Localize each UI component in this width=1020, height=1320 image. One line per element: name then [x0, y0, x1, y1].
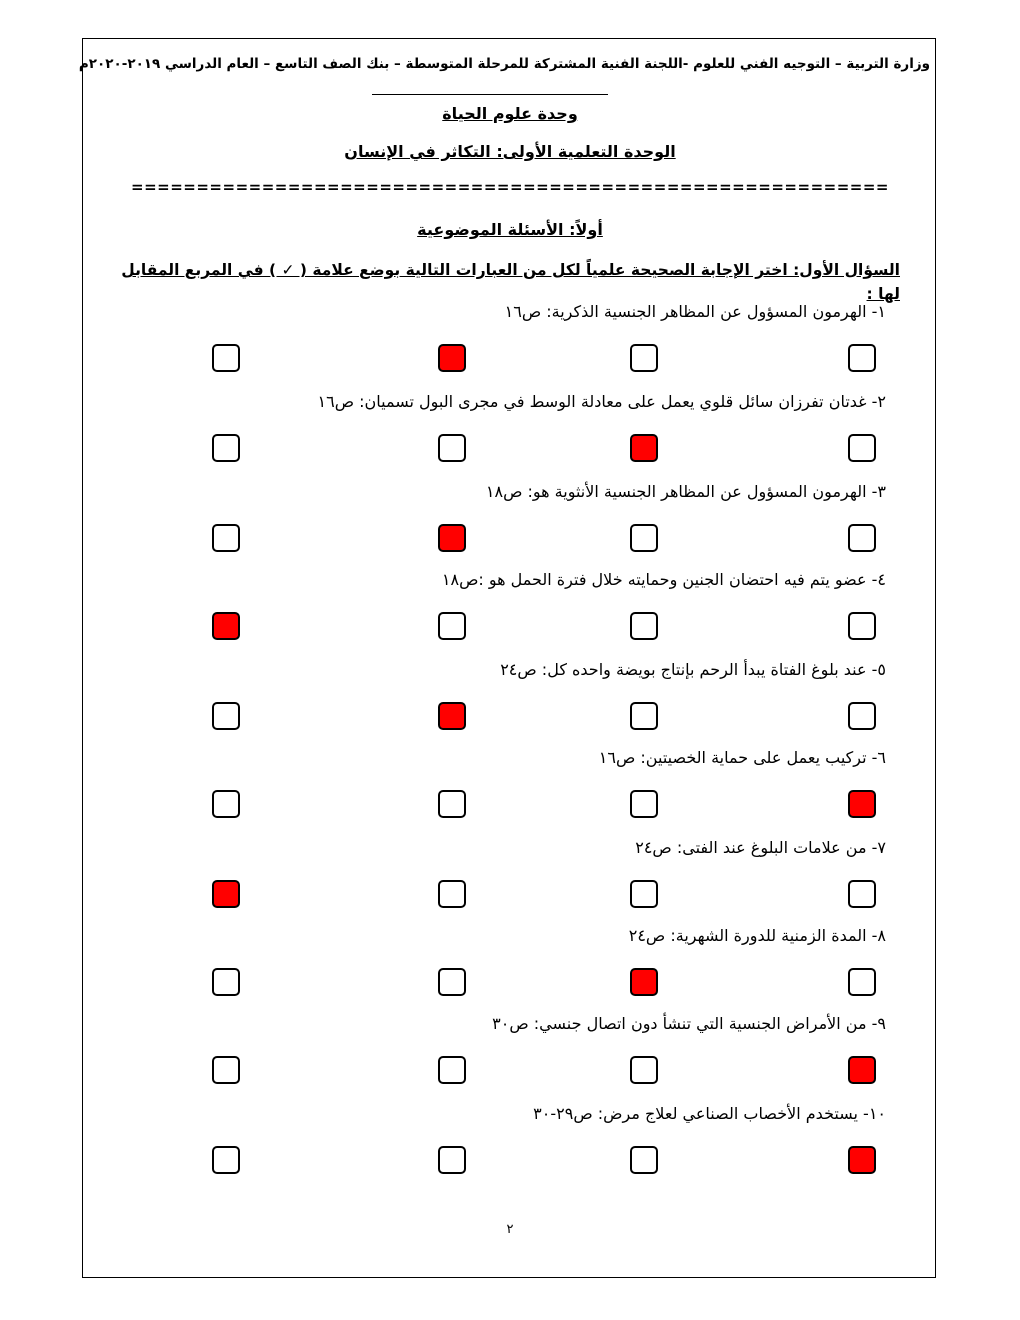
checkbox-checked[interactable]: [630, 968, 658, 996]
subunit-title: الوحدة التعلمية الأولى: التكاثر في الإنسان: [344, 142, 676, 161]
checkbox[interactable]: [848, 702, 876, 730]
checkbox[interactable]: [630, 702, 658, 730]
question-text: ٢- غدتان تفرزان سائل قلوي يعمل على معادلة الوسط في مجرى البول تسميان: ص١٦: [317, 392, 886, 411]
checkbox[interactable]: [438, 434, 466, 462]
checkbox[interactable]: [212, 790, 240, 818]
checkbox[interactable]: [848, 880, 876, 908]
question-text: ٥- عند بلوغ الفتاة يبدأ الرحم بإنتاج بويضة واحده كل: ص٢٤: [500, 660, 886, 679]
checkbox[interactable]: [438, 790, 466, 818]
checkbox[interactable]: [848, 524, 876, 552]
checkbox[interactable]: [212, 1146, 240, 1174]
checkbox[interactable]: [212, 702, 240, 730]
checkbox-checked[interactable]: [848, 1146, 876, 1174]
checkbox[interactable]: [212, 968, 240, 996]
question-text: ٤- عضو يتم فيه احتضان الجنين وحمايته خلال فترة الحمل هو :ص١٨: [441, 570, 886, 589]
checkbox[interactable]: [848, 968, 876, 996]
question-text: ٧- من علامات البلوغ عند الفتى: ص٢٤: [635, 838, 886, 857]
question-text: ٨- المدة الزمنية للدورة الشهرية: ص٢٤: [628, 926, 886, 945]
checkbox[interactable]: [630, 344, 658, 372]
checkbox[interactable]: [848, 612, 876, 640]
question-text: ٣- الهرمون المسؤول عن المظاهر الجنسية الأنثوية هو: ص١٨: [485, 482, 886, 501]
checkbox[interactable]: [438, 1146, 466, 1174]
checkbox[interactable]: [848, 344, 876, 372]
checkbox-checked[interactable]: [438, 702, 466, 730]
checkbox[interactable]: [630, 1146, 658, 1174]
checkbox[interactable]: [438, 612, 466, 640]
question-text: ٦- تركيب يعمل على حماية الخصيتين: ص١٦: [598, 748, 886, 767]
question-text: ١٠- يستخدم الأخصاب الصناعي لعلاج مرض: ص٢٩-٣٠: [533, 1104, 886, 1123]
checkbox[interactable]: [848, 434, 876, 462]
equals-divider: ==========================================================: [131, 178, 889, 196]
checkbox[interactable]: [630, 790, 658, 818]
checkbox[interactable]: [630, 524, 658, 552]
checkbox-checked[interactable]: [212, 612, 240, 640]
checkbox-checked[interactable]: [438, 344, 466, 372]
header-line: وزارة التربية – التوجيه الفني للعلوم -اللجنة الفنية المشتركة للمرحلة المتوسطة – بنك الصف التاسع – العام الدراسي ٢٠١٩-٢٠٢٠م: [78, 56, 930, 72]
checkbox[interactable]: [630, 1056, 658, 1084]
question-text: ١- الهرمون المسؤول عن المظاهر الجنسية الذكرية: ص١٦: [504, 302, 886, 321]
checkbox[interactable]: [212, 1056, 240, 1084]
header-divider-line: [372, 94, 608, 95]
checkbox[interactable]: [438, 1056, 466, 1084]
question-instruction: السؤال الأول: اختر الإجابة الصحيحة علمياً لكل من العبارات التالية بوضع علامة ( ✓ ) في المربع المقابل لها :: [121, 261, 900, 303]
checkbox[interactable]: [212, 524, 240, 552]
checkbox[interactable]: [438, 968, 466, 996]
checkbox-checked[interactable]: [438, 524, 466, 552]
question-text: ٩- من الأمراض الجنسية التي تنشأ دون اتصال جنسي: ص٣٠: [492, 1014, 886, 1033]
checkbox[interactable]: [212, 344, 240, 372]
checkbox-checked[interactable]: [848, 790, 876, 818]
checkbox[interactable]: [438, 880, 466, 908]
checkbox-checked[interactable]: [848, 1056, 876, 1084]
checkbox[interactable]: [630, 612, 658, 640]
checkbox-checked[interactable]: [212, 880, 240, 908]
checkbox[interactable]: [630, 880, 658, 908]
section-title: أولاً: الأسئلة الموضوعية: [417, 220, 603, 239]
checkbox-checked[interactable]: [630, 434, 658, 462]
unit-title: وحدة علوم الحياة: [442, 104, 578, 123]
checkbox[interactable]: [212, 434, 240, 462]
page-number: ٢: [506, 1222, 514, 1237]
